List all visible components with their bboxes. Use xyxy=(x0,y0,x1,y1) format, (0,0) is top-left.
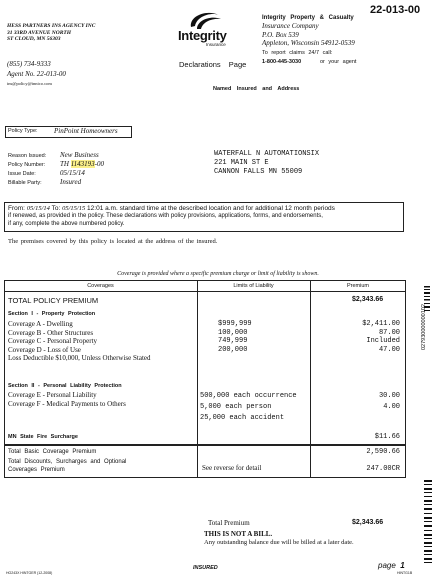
total-premium-label: Total Premium xyxy=(208,519,250,527)
section-2-labels xyxy=(8,391,126,408)
form-number-right: HINTG1B xyxy=(397,571,413,575)
coverage-f-limit: 5,000 each person xyxy=(200,403,272,411)
claims-alt: or your agent xyxy=(320,59,357,65)
coverage-a-limit: $999,999 xyxy=(218,320,252,328)
insurer-line-4: Appleton, Wisconsin 54912-0539 xyxy=(262,39,355,47)
claims-label: To report claims 24/7 call: xyxy=(262,50,333,56)
policy-number-value xyxy=(60,160,104,169)
agency-phone: (855) 734-9333 xyxy=(7,60,51,68)
reason-value: New Business xyxy=(60,151,99,159)
billable-party-value: Insured xyxy=(60,178,82,186)
discounts-value: 247.00CR xyxy=(366,465,400,473)
discounts-label xyxy=(8,458,126,474)
form-number-left: HO243X HINTGER (12-2008) xyxy=(6,571,53,575)
document-number: 22-013-00 xyxy=(370,4,421,16)
section-1-title: Section I - Property Protection xyxy=(8,311,96,317)
coverage-c-premium: Included xyxy=(366,337,400,345)
coverage-f-label: Coverage F - Medical Payments to Others xyxy=(8,399,126,408)
coverage-c-label: Coverage C - Personal Property xyxy=(8,337,98,345)
col-header-limits: Limits of Liability xyxy=(233,283,274,289)
total-policy-premium-label: TOTAL POLICY PREMIUM xyxy=(8,296,99,305)
agency-address xyxy=(7,23,95,43)
coverage-d-label: Coverage D - Loss of Use xyxy=(8,345,81,354)
total-premium-value: $2,343.66 xyxy=(352,519,384,526)
insurer-name xyxy=(262,14,354,22)
agency-street: 31 33RD AVENUE NORTH xyxy=(7,29,72,36)
not-a-bill-notice: THIS IS NOT A BILL. xyxy=(204,530,273,538)
page-title: Declarations Page xyxy=(179,60,247,69)
agency-city: ST CLOUD, MN 56303 xyxy=(7,36,61,42)
page-number: 1 xyxy=(400,561,405,570)
insured-city: CANNON FALLS MN 55009 xyxy=(214,168,303,176)
reason-label: Reason Issued: xyxy=(8,153,47,159)
period-text-2: if renewed, as provided in the policy. These declarations with policy provisions, applications, forms, and endorsements, xyxy=(8,213,323,219)
coverage-d-limit: 200,000 xyxy=(218,345,248,354)
section-2-title: Section II - Personal Liability Protection xyxy=(8,383,122,389)
coverage-f-premium: 4.00 xyxy=(383,403,400,411)
copy-label: INSURED xyxy=(193,565,218,571)
coverage-e-label: Coverage E - Personal Liability xyxy=(8,391,97,399)
coverage-e-premium: 30.00 xyxy=(378,392,400,400)
logo-subtext: Insurance xyxy=(206,42,226,47)
issue-date-value: 05/15/14 xyxy=(60,169,85,177)
insured-street: 221 MAIN ST E xyxy=(214,159,269,167)
mn-fire-surcharge-label: MN State Fire Surcharge xyxy=(8,434,78,440)
each-accident-limit: 25,000 each accident xyxy=(200,414,285,422)
section-1-limits xyxy=(218,320,252,354)
coverage-a-premium: $2,411.00 xyxy=(362,320,400,328)
agency-email: ins@policy@innico.com xyxy=(7,81,52,86)
agency-name: HESS PARTNERS INS AGENCY INC xyxy=(7,23,96,29)
coverage-b-premium: 87.00 xyxy=(378,328,400,337)
basic-coverage-label: Total Basic Coverage Premium xyxy=(8,449,97,455)
claims-phone: 1-800-445-3030 xyxy=(262,59,302,65)
policy-type-value: PinPoint Homeowners xyxy=(54,127,118,135)
coverage-e-limit: 500,000 each occurrence xyxy=(200,392,297,400)
policy-type-label: Policy Type: xyxy=(8,128,38,134)
named-insured-label: Named Insured and Address xyxy=(213,86,300,92)
to-label: To: xyxy=(51,205,61,212)
insurer-line-3: P.O. Box 539 xyxy=(262,30,299,39)
from-date: 05/15/14 xyxy=(26,205,50,212)
section-1-labels xyxy=(8,320,151,363)
policy-info-labels xyxy=(8,152,46,188)
coverage-d-premium: 47.00 xyxy=(378,345,400,354)
bottom-side-barcode xyxy=(424,480,432,566)
mn-fire-surcharge-value: $11.66 xyxy=(374,433,400,441)
coverage-a-label: Coverage A - Dwelling xyxy=(8,320,73,328)
policy-period-line-1 xyxy=(8,205,335,212)
balance-note: Any outstanding balance due will be billed at a later date. xyxy=(204,539,354,546)
page-indicator xyxy=(378,561,405,570)
policy-suffix: -00 xyxy=(94,160,105,168)
policy-number-highlight: 1143193 xyxy=(70,160,95,168)
discounts-note: See reverse for detail xyxy=(202,464,262,472)
insurer-line-2: Insurance Company xyxy=(262,22,319,30)
insured-address xyxy=(214,150,319,177)
discounts-label-line-1: Total Discounts, Surcharges and Optional xyxy=(8,459,127,465)
coverage-b-label: Coverage B - Other Structures xyxy=(8,328,94,337)
from-label: From: xyxy=(8,205,25,212)
section-1-premiums xyxy=(330,320,400,354)
coverage-note: Coverage is provided where a specific premium charge or limit of liability is shown. xyxy=(117,271,319,277)
total-policy-premium-value: $2,343.66 xyxy=(352,296,384,303)
agent-number: Agent No. 22-013-00 xyxy=(7,70,66,78)
insurer-line-1: Integrity Property & Casualty xyxy=(262,15,354,21)
policy-number-label: Policy Number: xyxy=(8,162,46,168)
side-code: 027930000000102 xyxy=(421,304,427,350)
col-header-coverages: Coverages xyxy=(87,283,114,289)
insurer-address xyxy=(262,22,355,48)
coverage-b-limit: 100,000 xyxy=(218,328,248,337)
policy-prefix: TH xyxy=(60,160,69,168)
coverage-c-limit: 749,999 xyxy=(218,337,248,345)
col-header-premium: Premium xyxy=(346,283,369,289)
period-text-3: if any, complete the above numbered policy. xyxy=(8,221,125,227)
page-label: page xyxy=(378,561,396,570)
deductible-note: Loss Deductible $10,000, Unless Otherwise Stated xyxy=(8,354,151,362)
issue-date-label: Issue Date: xyxy=(8,171,36,177)
section-2-limits xyxy=(200,391,297,424)
section-2-premiums xyxy=(330,391,400,413)
premises-note: The premises covered by this policy is located at the address of the insured. xyxy=(8,238,218,245)
policy-info-values xyxy=(60,151,104,187)
period-text-1: 12:01 a.m. standard time at the described location and for additional 12 month periods xyxy=(87,205,335,212)
logo-text: Integrity xyxy=(178,28,227,43)
discounts-label-line-2: Coverages Premium xyxy=(8,467,65,473)
billable-party-label: Billable Party: xyxy=(8,180,42,186)
insured-name: WATERFALL N AUTOMATIONSIX xyxy=(214,150,320,158)
basic-coverage-value: 2,590.66 xyxy=(366,448,400,456)
to-date: 05/15/15 xyxy=(62,205,86,212)
